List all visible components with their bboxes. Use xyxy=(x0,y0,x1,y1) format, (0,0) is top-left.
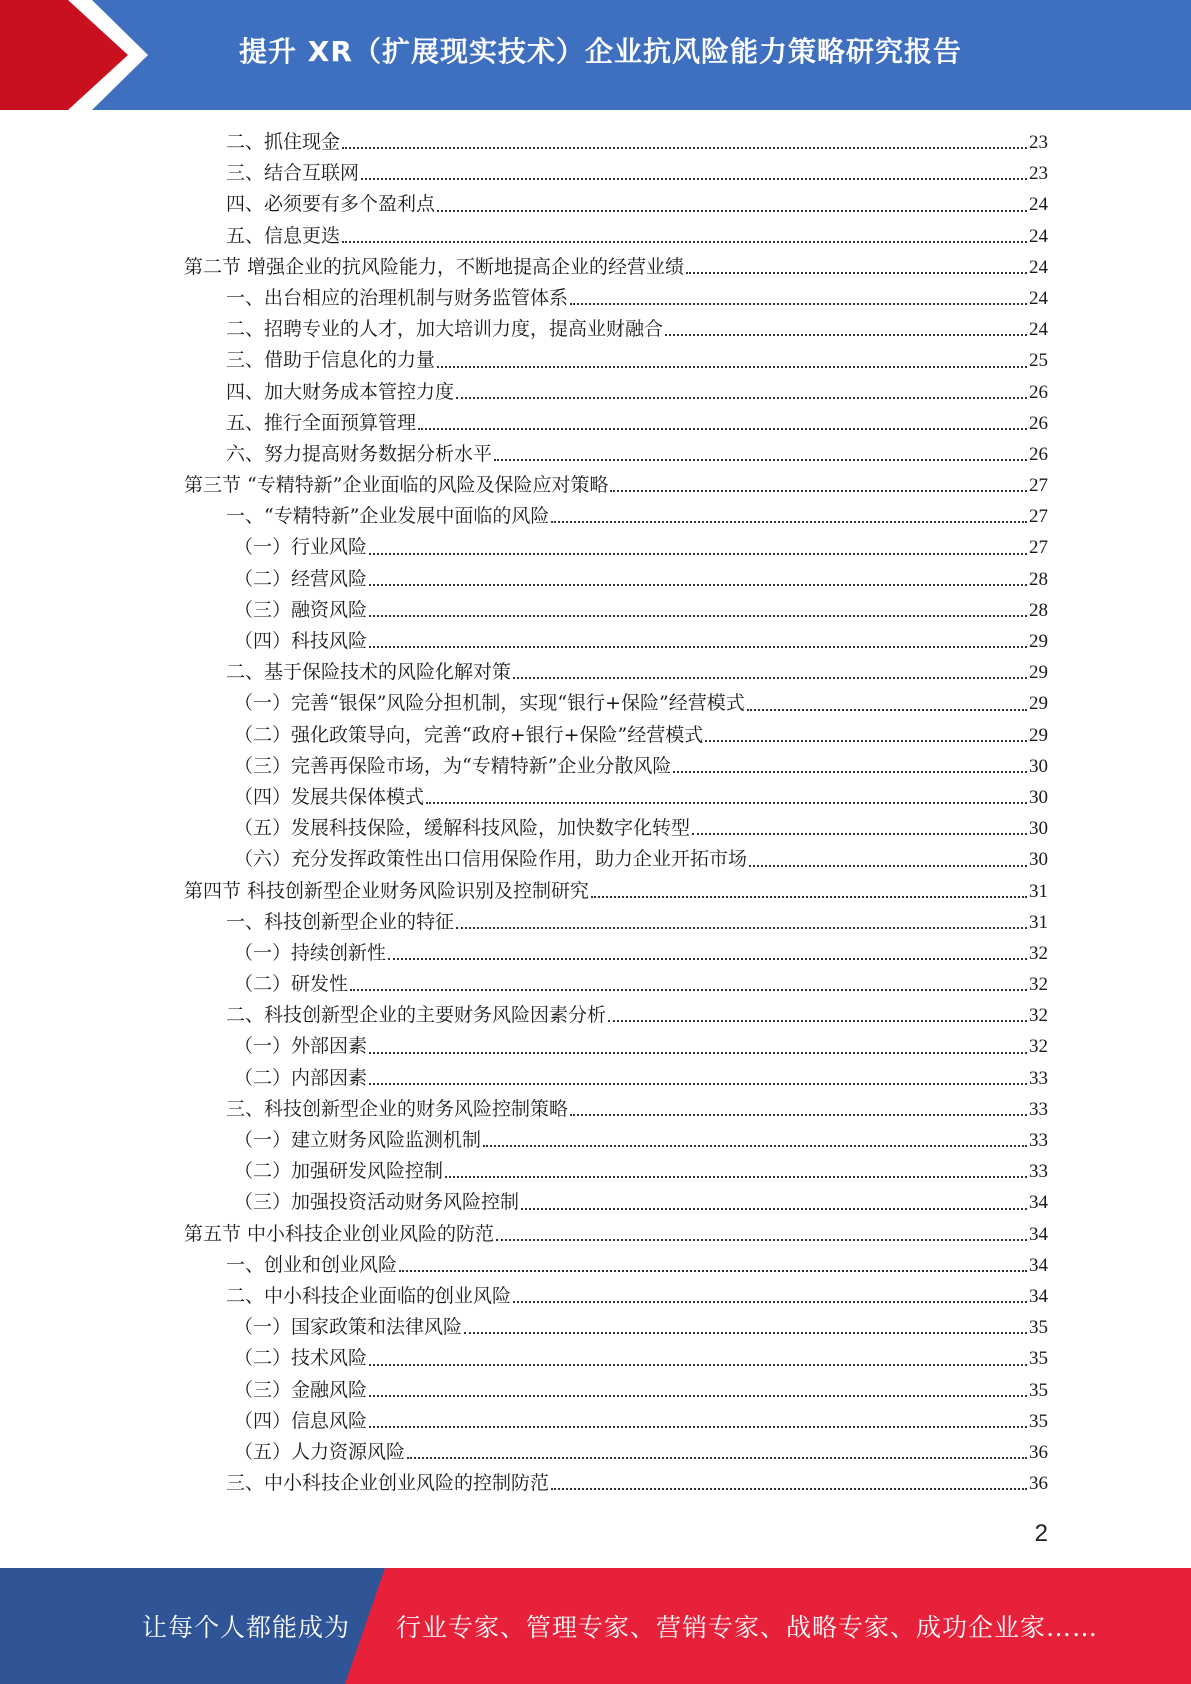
toc-entry[interactable] xyxy=(184,127,1048,158)
toc-entry-title: 一、出台相应的治理机制与财务监管体系 xyxy=(226,286,569,309)
dot-leader xyxy=(692,832,1027,835)
toc-entry-page: 31 xyxy=(1029,911,1048,933)
toc-entry[interactable] xyxy=(184,1000,1048,1031)
dot-leader xyxy=(369,552,1027,555)
dot-leader xyxy=(418,427,1027,430)
toc-entry-page: 32 xyxy=(1029,1036,1048,1058)
toc-entry[interactable] xyxy=(184,1094,1048,1125)
toc-entry[interactable] xyxy=(184,1437,1048,1468)
dot-leader xyxy=(445,1175,1027,1178)
toc-entry-title: 四、加大财务成本管控力度 xyxy=(226,380,455,403)
toc-entry-title: 二、招聘专业的人才，加大培训力度，提高业财融合 xyxy=(226,318,664,341)
toc-entry-title: （一）行业风险 xyxy=(234,536,368,559)
toc-entry-page: 34 xyxy=(1029,1254,1048,1276)
toc-entry-page: 33 xyxy=(1029,1161,1048,1183)
page-header xyxy=(0,0,1191,110)
toc-entry[interactable] xyxy=(184,1156,1048,1187)
dot-leader xyxy=(369,1363,1027,1366)
toc-entry-title: 三、借助于信息化的力量 xyxy=(226,349,436,372)
toc-entry[interactable] xyxy=(184,252,1048,283)
dot-leader xyxy=(551,520,1027,523)
toc-entry[interactable] xyxy=(184,657,1048,688)
toc-entry[interactable] xyxy=(184,813,1048,844)
page-number: 2 xyxy=(1034,1520,1048,1547)
dot-leader xyxy=(369,583,1027,586)
toc-entry-title: 第五节 中小科技企业创业风险的防范 xyxy=(184,1222,495,1245)
toc-entry-page: 29 xyxy=(1029,724,1048,746)
dot-leader xyxy=(350,988,1027,991)
toc-entry[interactable] xyxy=(184,283,1048,314)
toc-entry[interactable] xyxy=(184,688,1048,719)
toc-entry-page: 32 xyxy=(1029,974,1048,996)
dot-leader xyxy=(494,458,1027,461)
toc-entry-page: 35 xyxy=(1029,1348,1048,1370)
dot-leader xyxy=(361,177,1027,180)
toc-entry-page: 34 xyxy=(1029,1223,1048,1245)
toc-entry-page: 29 xyxy=(1029,631,1048,652)
toc-entry-title: 六、努力提高财务数据分析水平 xyxy=(226,442,493,465)
toc-entry-title: 三、科技创新型企业的财务风险控制策略 xyxy=(226,1097,569,1120)
toc-entry-page: 25 xyxy=(1029,350,1048,372)
toc-entry-page: 30 xyxy=(1029,755,1048,777)
toc-entry-page: 27 xyxy=(1029,475,1048,497)
toc-entry-title: 一、“专精特新”企业发展中面临的风险 xyxy=(226,505,550,528)
dot-leader xyxy=(407,1456,1027,1459)
dot-leader xyxy=(369,1394,1027,1397)
toc-entry-title: 第四节 科技创新型企业财务风险识别及控制研究 xyxy=(184,879,590,902)
toc-entry-title: （三）完善再保险市场，为“专精特新”企业分散风险 xyxy=(234,754,672,777)
toc-entry-title: 第二节 增强企业的抗风险能力，不断地提高企业的经营业绩 xyxy=(184,255,685,278)
dot-leader xyxy=(369,1051,1027,1054)
toc-entry-page: 35 xyxy=(1029,1410,1048,1432)
toc-entry-title: 二、科技创新型企业的主要财务风险因素分析 xyxy=(226,1004,607,1027)
dot-leader xyxy=(437,365,1027,368)
toc-entry-title: 三、中小科技企业创业风险的控制防范 xyxy=(226,1472,550,1495)
toc-entry-page: 24 xyxy=(1029,287,1048,309)
dot-leader xyxy=(570,1113,1027,1116)
page-footer xyxy=(0,1568,1191,1684)
dot-leader xyxy=(686,271,1027,274)
toc-entry[interactable] xyxy=(184,1312,1048,1343)
toc-entry-title: 第三节 “专精特新”企业面临的风险及保险应对策略 xyxy=(184,474,609,497)
dot-leader xyxy=(749,864,1027,867)
toc-entry[interactable] xyxy=(184,501,1048,532)
dot-leader xyxy=(483,1144,1027,1147)
toc-entry-page: 24 xyxy=(1029,319,1048,341)
toc-entry[interactable] xyxy=(184,158,1048,189)
toc-entry-page: 33 xyxy=(1029,1067,1048,1089)
report-title: 提升 XR（扩展现实技术）企业抗风险能力策略研究报告 xyxy=(239,35,962,68)
toc-entry-title: 五、信息更迭 xyxy=(226,224,341,247)
toc-entry-page: 31 xyxy=(1029,880,1048,902)
dot-leader xyxy=(591,895,1027,898)
toc-entry-page: 24 xyxy=(1029,225,1048,247)
toc-entry[interactable] xyxy=(184,189,1048,220)
dot-leader xyxy=(496,1238,1027,1241)
toc-entry-page: 36 xyxy=(1029,1441,1048,1463)
footer-slogan-left: 让每个人都能成为 xyxy=(142,1613,351,1642)
toc-entry-title: （六）充分发挥政策性出口信用保险作用，助力企业开拓市场 xyxy=(234,848,748,871)
dot-leader xyxy=(521,1207,1027,1210)
dot-leader xyxy=(456,926,1027,929)
toc-entry[interactable] xyxy=(184,221,1048,252)
toc-entry[interactable] xyxy=(184,876,1048,907)
toc-entry-page: 30 xyxy=(1029,849,1048,871)
dot-leader xyxy=(665,333,1027,336)
toc-entry-title: （五）人力资源风险 xyxy=(234,1440,406,1463)
toc-entry[interactable] xyxy=(184,969,1048,1000)
toc-entry-page: 30 xyxy=(1029,818,1048,840)
toc-entry-page: 32 xyxy=(1029,942,1048,964)
toc-entry[interactable] xyxy=(184,314,1048,345)
toc-entry-page: 23 xyxy=(1029,163,1048,185)
toc-entry-page: 36 xyxy=(1029,1473,1048,1495)
toc-entry-title: （一）建立财务风险监测机制 xyxy=(234,1129,482,1151)
toc-entry-page: 23 xyxy=(1029,132,1048,153)
toc-entry-title: （一）完善“银保”风险分担机制，实现“银行+保险”经营模式 xyxy=(234,692,745,715)
toc-entry[interactable] xyxy=(184,1468,1048,1499)
toc-entry-page: 26 xyxy=(1029,412,1048,434)
toc-entry[interactable] xyxy=(184,1281,1048,1312)
toc-entry-title: （四）发展共保体模式 xyxy=(234,785,425,808)
dot-leader xyxy=(369,1082,1027,1085)
dot-leader xyxy=(369,645,1027,648)
dot-leader xyxy=(342,240,1027,243)
toc-entry-page: 26 xyxy=(1029,381,1048,403)
toc-entry-title: （三）融资风险 xyxy=(234,598,368,621)
toc-entry-title: （一）国家政策和法律风险 xyxy=(234,1316,463,1339)
dot-leader xyxy=(673,770,1027,773)
toc-entry[interactable] xyxy=(184,626,1048,657)
toc-entry[interactable] xyxy=(184,720,1048,751)
toc-entry-page: 24 xyxy=(1029,194,1048,216)
toc-entry-title: （四）信息风险 xyxy=(234,1409,368,1432)
toc-entry-page: 33 xyxy=(1029,1098,1048,1120)
toc-entry[interactable] xyxy=(184,907,1048,938)
dot-leader xyxy=(513,676,1027,679)
toc-entry-title: 一、科技创新型企业的特征 xyxy=(226,910,455,933)
toc-entry-title: （三）金融风险 xyxy=(234,1378,368,1401)
dot-leader xyxy=(551,1487,1027,1490)
toc-entry-page: 29 xyxy=(1029,662,1048,684)
toc-entry-title: （五）发展科技保险，缓解科技风险，加快数字化转型 xyxy=(234,817,691,840)
footer-slogan-right: 行业专家、管理专家、营销专家、战略专家、成功企业家…… xyxy=(396,1613,1099,1642)
toc-entry-page: 24 xyxy=(1029,256,1048,278)
toc-entry-title: 二、中小科技企业面临的创业风险 xyxy=(226,1284,512,1307)
table-of-contents xyxy=(184,127,1048,1499)
toc-entry-title: （二）研发性 xyxy=(234,973,349,996)
toc-entry-title: （二）强化政策导向，完善“政府+银行+保险”经营模式 xyxy=(234,723,704,746)
dot-leader xyxy=(456,396,1027,399)
dot-leader xyxy=(437,209,1027,212)
toc-entry-title: （一）持续创新性 xyxy=(234,941,387,964)
toc-entry-title: 二、基于保险技术的风险化解对策 xyxy=(226,661,512,684)
toc-entry-title: （二）加强研发风险控制 xyxy=(234,1160,444,1183)
dot-leader xyxy=(399,1269,1027,1272)
toc-entry[interactable] xyxy=(184,1219,1048,1250)
toc-entry-page: 29 xyxy=(1029,693,1048,715)
toc-entry[interactable] xyxy=(184,595,1048,626)
dot-leader xyxy=(342,146,1027,149)
toc-entry[interactable] xyxy=(184,1187,1048,1218)
toc-entry[interactable] xyxy=(184,751,1048,782)
toc-entry[interactable] xyxy=(184,1125,1048,1156)
dot-leader xyxy=(747,708,1027,711)
toc-entry-title: （三）加强投资活动财务风险控制 xyxy=(234,1191,520,1214)
toc-entry[interactable] xyxy=(184,938,1048,969)
toc-entry-page: 34 xyxy=(1029,1192,1048,1214)
toc-entry-page: 28 xyxy=(1029,599,1048,621)
toc-entry[interactable] xyxy=(184,782,1048,813)
toc-entry[interactable] xyxy=(184,532,1048,563)
toc-entry[interactable] xyxy=(184,844,1048,875)
toc-entry-page: 27 xyxy=(1029,506,1048,528)
toc-entry[interactable] xyxy=(184,564,1048,595)
toc-entry[interactable] xyxy=(184,1063,1048,1094)
toc-entry[interactable] xyxy=(184,1031,1048,1062)
toc-entry-title: （四）科技风险 xyxy=(234,630,368,652)
dot-leader xyxy=(513,1300,1027,1303)
dot-leader xyxy=(369,1425,1027,1428)
toc-entry-title: （二）内部因素 xyxy=(234,1066,368,1089)
dot-leader xyxy=(570,302,1027,305)
dot-leader xyxy=(705,739,1027,742)
toc-entry[interactable] xyxy=(184,1343,1048,1374)
toc-entry-title: （二）经营风险 xyxy=(234,567,368,590)
toc-entry[interactable] xyxy=(184,439,1048,470)
toc-entry-page: 28 xyxy=(1029,568,1048,590)
toc-entry[interactable] xyxy=(184,1250,1048,1281)
toc-entry-page: 34 xyxy=(1029,1285,1048,1307)
dot-leader xyxy=(610,489,1027,492)
toc-entry-title: 五、推行全面预算管理 xyxy=(226,411,417,434)
toc-entry-page: 35 xyxy=(1029,1317,1048,1339)
dot-leader xyxy=(608,1019,1027,1022)
toc-entry-page: 26 xyxy=(1029,443,1048,465)
toc-entry-page: 30 xyxy=(1029,786,1048,808)
toc-entry-title: （二）技术风险 xyxy=(234,1347,368,1370)
toc-entry[interactable] xyxy=(184,470,1048,501)
toc-entry-page: 27 xyxy=(1029,537,1048,559)
toc-entry-title: （一）外部因素 xyxy=(234,1035,368,1058)
toc-entry[interactable] xyxy=(184,1375,1048,1406)
toc-entry-title: 三、结合互联网 xyxy=(226,162,360,185)
dot-leader xyxy=(464,1331,1027,1334)
toc-entry[interactable] xyxy=(184,408,1048,439)
toc-entry-title: 二、抓住现金 xyxy=(226,131,341,153)
toc-entry-title: 四、必须要有多个盈利点 xyxy=(226,193,436,216)
toc-entry-page: 35 xyxy=(1029,1379,1048,1401)
dot-leader xyxy=(369,614,1027,617)
toc-entry[interactable] xyxy=(184,345,1048,376)
toc-entry[interactable] xyxy=(184,1406,1048,1437)
dot-leader xyxy=(388,957,1027,960)
dot-leader xyxy=(426,801,1027,804)
toc-entry[interactable] xyxy=(184,377,1048,408)
toc-entry-page: 32 xyxy=(1029,1005,1048,1027)
toc-entry-title: 一、创业和创业风险 xyxy=(226,1253,398,1276)
toc-entry-page: 33 xyxy=(1029,1130,1048,1151)
